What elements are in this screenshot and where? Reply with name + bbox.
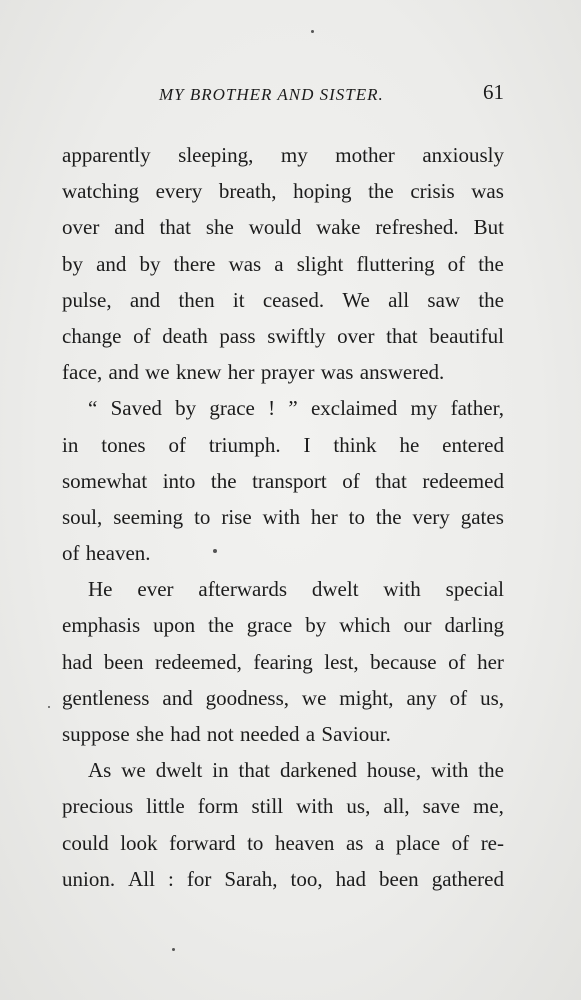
word: ever [137,577,174,602]
text-line [62,644,504,680]
word: because [370,649,437,674]
word: ! [268,396,276,421]
word: heaven [274,830,335,855]
word: fearing [253,649,313,674]
word: Sarah, [224,866,278,891]
text-line [62,246,504,282]
word: the [208,613,234,638]
word: look [120,830,158,855]
word: into [162,468,196,493]
word: breath, [218,179,277,204]
word: pass [219,323,256,348]
word: darkened [279,758,357,783]
word: over [337,323,375,348]
word: change [62,323,122,348]
word: had [170,722,201,746]
word: But [473,215,504,240]
text-line [62,427,504,463]
word: been [379,866,419,891]
word: All [128,866,155,891]
word: slight [296,251,344,276]
word: all, [383,794,410,819]
word: darling [444,613,504,638]
word: I [303,432,311,457]
word: her [310,504,338,529]
word: lest, [324,649,359,674]
word: been [103,649,144,674]
word: : [168,866,174,891]
word: crisis [410,179,455,204]
word: it [232,287,245,312]
word: the [368,179,394,204]
text-line [62,499,504,535]
word: upon [153,613,196,638]
word: save [422,794,460,819]
word: that [386,323,418,348]
word: beautiful [429,323,504,348]
word: us, [480,685,504,710]
word: redeemed [422,468,504,493]
word: triumph. [208,432,281,457]
word: then [178,287,215,312]
word: face, [62,360,103,385]
word: sleeping, [178,143,254,167]
word: by [305,613,327,638]
word: apparently [62,143,151,167]
word: the [210,468,237,493]
word: father, [450,396,504,421]
word: transport [252,468,327,493]
word: special [445,577,504,602]
word: tones [101,432,146,457]
word: redeemed, [154,649,242,674]
word: precious [62,794,134,819]
text-line [62,752,504,788]
word: had [335,866,366,891]
word: might, [339,685,394,710]
word: and [114,215,145,240]
text-line [62,463,504,499]
word: a [374,830,385,855]
word: Saved [110,396,162,421]
text-line [62,282,504,318]
word: any [406,685,437,710]
word: was [228,251,262,276]
word: to [194,504,211,529]
word: my [280,143,308,167]
word: knew [175,360,222,385]
word: very [412,504,450,529]
word: suppose [62,722,130,746]
word: form [197,794,239,819]
word: of [447,251,466,276]
word: emphasis [62,613,141,638]
word: fluttering [356,251,435,276]
word: me, [472,794,504,819]
word: of [133,323,151,348]
word: re- [480,830,504,855]
word: He [88,577,113,602]
word: still [251,794,284,819]
word: all [388,287,410,312]
word: house, [366,758,422,783]
word: of [168,432,186,457]
word: over [62,215,100,240]
text-line [62,137,504,173]
word: would [248,215,302,240]
word: wake [316,215,361,240]
word: exclaimed [310,396,398,421]
word: dwelt [311,577,359,602]
word: entered [442,432,504,457]
word: hoping [293,179,352,204]
word: little [146,794,185,819]
word: we [121,758,146,783]
word: her [477,649,504,674]
word: a [305,722,316,746]
word: my [410,396,438,421]
ink-speck [213,549,217,553]
word: swiftly [267,323,326,348]
word: prayer [260,360,315,385]
word: us, [346,794,371,819]
word: we [301,685,327,710]
word: and [129,287,161,312]
word: mother [335,143,395,167]
ink-speck [48,706,50,708]
word: she [205,215,234,240]
word: we [145,360,170,385]
word: our [403,613,432,638]
word: gathered [431,866,504,891]
word: pulse, [62,287,112,312]
word: by [175,396,197,421]
word: the [478,758,504,783]
word: not [206,722,234,746]
word: somewhat [62,468,148,493]
text-line [62,318,504,354]
word: with [296,794,334,819]
word: for [186,866,212,891]
word: she [135,722,164,746]
word: death [162,323,208,348]
word: her [227,360,255,385]
word: forward [169,830,236,855]
word: watching [62,179,139,204]
word: dwelt [155,758,203,783]
body-text [62,137,504,897]
word: As [88,758,112,783]
word: had [62,649,93,674]
text-line [62,571,504,607]
word: that [375,468,407,493]
word: every [155,179,203,204]
word: of [342,468,360,493]
word: soul, [62,504,103,529]
word: rise [221,504,252,529]
page-number: 61 [483,80,504,104]
word: “ [88,396,98,421]
text-line [62,390,504,426]
word: he [399,432,420,457]
word: too, [290,866,323,891]
word: with [262,504,300,529]
word: answered. [359,360,445,385]
word: grace [246,613,293,638]
word: with [383,577,421,602]
word: heaven. [85,541,151,566]
word: of [62,541,80,566]
word: gates [460,504,504,529]
word: gentleness [62,685,150,710]
word: union. [62,866,116,891]
word: and [162,685,193,710]
word: as [345,830,364,855]
word: ceased. [262,287,325,312]
word: refreshed. [375,215,459,240]
ink-speck [172,948,175,951]
word: a [274,251,284,276]
word: place [395,830,441,855]
text-line [62,825,504,861]
word: seeming [113,504,184,529]
word: of [448,649,466,674]
text-line [62,716,504,752]
word: We [342,287,370,312]
word: that [238,758,271,783]
word: in [212,758,229,783]
word: the [478,287,504,312]
word: of [451,830,470,855]
word: there [173,251,216,276]
word: afterwards [198,577,288,602]
word: ” [288,396,298,421]
text-line [62,354,504,390]
word: grace [209,396,255,421]
text-line [62,173,504,209]
word: to [348,504,365,529]
word: by [62,251,83,276]
word: was [471,179,504,204]
text-line [62,861,504,897]
word: by [139,251,161,276]
word: the [478,251,504,276]
text-line [62,680,504,716]
word: with [431,758,469,783]
word: saw [427,287,461,312]
word: goodness, [205,685,290,710]
word: Saviour. [321,722,391,746]
word: of [449,685,468,710]
text-line [62,788,504,824]
word: which [339,613,391,638]
word: and [108,360,139,385]
text-line [62,209,504,245]
word: in [62,432,79,457]
ink-speck [311,30,314,33]
word: to [247,830,264,855]
word: could [62,830,109,855]
word: was [320,360,354,385]
running-head [62,80,504,110]
text-line [62,535,504,571]
word: the [375,504,402,529]
running-title: MY BROTHER AND SISTER. [159,85,384,104]
word: anxiously [422,143,504,167]
word: that [159,215,191,240]
word: and [96,251,127,276]
word: needed [240,722,300,746]
text-line [62,607,504,643]
word: think [333,432,377,457]
